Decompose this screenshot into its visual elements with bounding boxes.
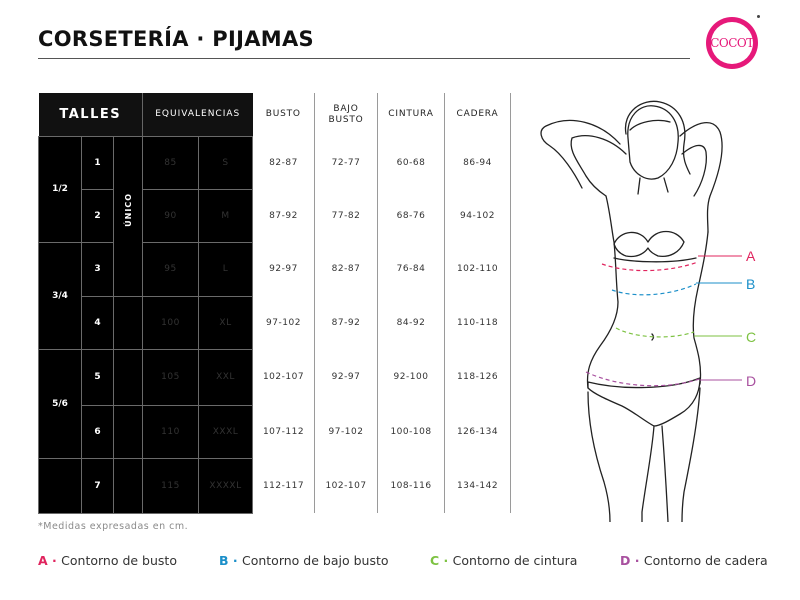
bajo-busto-value: 87-92 (315, 296, 378, 349)
group-label: 1/2 (39, 136, 82, 242)
equiv-number: 100 (143, 296, 199, 349)
equiv-letter: L (199, 242, 253, 296)
label-c: C (746, 329, 757, 345)
equiv-number: 95 (143, 242, 199, 296)
label-a: A (746, 248, 756, 264)
logo-trademark-dot (757, 15, 760, 18)
legend-text: Contorno de cadera (643, 553, 768, 568)
right-arm-outer (680, 123, 722, 232)
cadera-value: 118-126 (445, 349, 511, 405)
title-divider (38, 58, 690, 59)
table-row (39, 242, 511, 296)
unico-label: ÚNICO (123, 193, 133, 227)
cintura-value: 100-108 (378, 405, 445, 458)
busto-value: 102-107 (262, 372, 305, 382)
header-talles: TALLES (39, 93, 143, 136)
bajo-busto-value: 72-77 (315, 136, 378, 189)
equiv-number: 90 (143, 189, 199, 242)
left-leg-outer (588, 392, 610, 522)
talle-number: 4 (82, 296, 114, 349)
header-cintura: CINTURA (378, 93, 445, 136)
legend-text: Contorno de bajo busto (241, 553, 389, 568)
bajo-busto-value: 82-87 (315, 242, 378, 296)
equiv-number: 110 (143, 405, 199, 458)
group-empty-cell (39, 458, 82, 513)
busto-value: 107-112 (262, 426, 305, 437)
legend-separator: · (228, 553, 242, 568)
talle-number: 2 (82, 189, 114, 242)
talle-number: 7 (82, 458, 114, 513)
left-arm-inner (571, 136, 626, 196)
busto-value: 97-102 (266, 317, 301, 328)
unico-empty-cell (114, 458, 143, 513)
table-header-row (39, 93, 511, 136)
legend-separator: · (439, 553, 453, 568)
brand-logo-text: COCOT (711, 22, 753, 64)
underbust-measure-line (612, 284, 696, 295)
left-arm-outer (541, 120, 620, 188)
bajo-busto-value: 77-82 (315, 189, 378, 242)
legend-text: Contorno de cintura (452, 553, 578, 568)
equiv-number: 105 (143, 349, 199, 405)
equiv-letter: XXL (199, 349, 253, 405)
table-row (39, 189, 511, 242)
busto-value: 82-87 (269, 157, 298, 168)
table-row (39, 458, 511, 513)
equiv-letter: XXXL (199, 405, 253, 458)
body-outline (541, 101, 722, 522)
header-cadera: CADERA (445, 93, 511, 136)
page-title: CORSETERÍA · PIJAMAS (38, 27, 314, 51)
equiv-letter: M (199, 189, 253, 242)
busto-value: 92-97 (269, 264, 298, 274)
header-equivalencias: EQUIVALENCIAS (143, 93, 253, 136)
talle-number: 6 (82, 405, 114, 458)
unico-cell (114, 189, 143, 296)
equiv-letter: S (199, 136, 253, 189)
cintura-value: 60-68 (378, 136, 445, 189)
bajo-busto-value: 92-97 (315, 349, 378, 405)
left-leg-inner (642, 426, 654, 522)
measurement-note: *Medidas expresadas en cm. (38, 521, 189, 532)
legend-item-c (430, 553, 577, 568)
cintura-value: 84-92 (378, 296, 445, 349)
cintura-value: 76-84 (378, 242, 445, 296)
group-label: 5/6 (39, 349, 82, 458)
size-chart-table (38, 93, 511, 514)
waist-measure-line (616, 328, 694, 337)
right-leg-outer (682, 388, 700, 522)
cadera-value: 94-102 (445, 189, 511, 242)
table-row (39, 405, 511, 458)
legend-item-b (219, 553, 389, 568)
torso-left (588, 196, 619, 388)
torso-right (693, 232, 708, 384)
legend-text: Contorno de busto (61, 553, 177, 568)
cintura-value: 108-116 (378, 458, 445, 513)
table-row (39, 136, 511, 189)
equiv-number: 85 (143, 136, 199, 189)
busto-value: 87-92 (269, 210, 298, 221)
header-bajo-busto-line2: BUSTO (328, 114, 364, 125)
unico-empty-cell (114, 296, 143, 349)
legend-item-a (38, 553, 177, 568)
cintura-value: 68-76 (378, 189, 445, 242)
talle-number: 1 (82, 136, 114, 189)
right-leg-inner (662, 426, 668, 522)
cadera-value: 126-134 (445, 405, 511, 458)
busto-value: 112-117 (262, 480, 305, 491)
talle-number: 5 (82, 349, 114, 405)
unico-empty-cell (114, 405, 143, 458)
bra-band (614, 258, 696, 262)
brand-logo (706, 17, 758, 69)
cadera-value: 110-118 (445, 296, 511, 349)
legend-letter: D (620, 553, 631, 568)
legend-letter: C (430, 553, 440, 568)
legend-letter: A (38, 553, 48, 568)
table-row (39, 296, 511, 349)
cintura-value: 92-100 (378, 349, 445, 405)
unico-top-cell (114, 136, 143, 189)
right-arm-inner (682, 145, 706, 196)
equiv-letter: XL (199, 296, 253, 349)
hip-measure-line (586, 372, 702, 386)
label-b: B (746, 276, 756, 292)
legend-letter: B (219, 553, 229, 568)
bajo-busto-value: 102-107 (315, 458, 378, 513)
cadera-value: 102-110 (445, 242, 511, 296)
table-row (39, 349, 511, 405)
header-bajo-busto (315, 93, 378, 136)
header-bajo-busto-line1: BAJO (333, 103, 359, 114)
legend-separator: · (47, 553, 62, 568)
bra-outline (614, 232, 684, 257)
equiv-letter: XXXXL (199, 458, 253, 513)
cadera-value: 134-142 (445, 458, 511, 513)
unico-empty-cell (114, 349, 143, 405)
legend-item-d (620, 553, 768, 568)
cadera-value: 86-94 (445, 136, 511, 189)
hair-line (630, 120, 670, 130)
label-d: D (746, 373, 757, 389)
header-busto: BUSTO (253, 93, 315, 136)
body-measurement-figure (530, 92, 800, 522)
equiv-number: 115 (143, 458, 199, 513)
neck-outline (638, 178, 668, 194)
bajo-busto-value: 97-102 (315, 405, 378, 458)
head-outline (628, 106, 678, 179)
talle-number: 3 (82, 242, 114, 296)
legend-separator: · (630, 553, 644, 568)
group-label: 3/4 (39, 242, 82, 349)
